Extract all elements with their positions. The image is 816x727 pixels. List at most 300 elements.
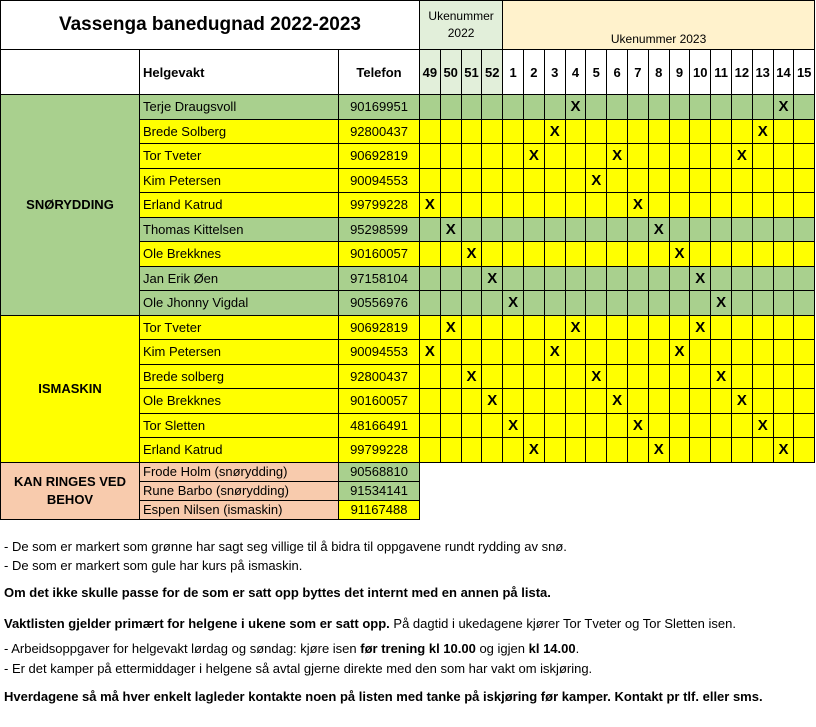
on-call-phone: 91534141 bbox=[339, 482, 420, 501]
week-cell bbox=[670, 438, 691, 463]
week-cell bbox=[794, 365, 815, 390]
duty-mark: X bbox=[774, 438, 795, 463]
week-cell bbox=[524, 316, 545, 341]
week-cell bbox=[753, 340, 774, 365]
row-name: Jan Erik Øen bbox=[140, 267, 339, 292]
week-cell bbox=[607, 120, 628, 145]
week-cell bbox=[774, 242, 795, 267]
section-label-snorydding: SNØRYDDING bbox=[0, 95, 140, 316]
week-cell bbox=[670, 267, 691, 292]
week-cell bbox=[545, 414, 566, 439]
duty-mark: X bbox=[586, 365, 607, 390]
week-cell bbox=[420, 120, 441, 145]
row-name: Ole Brekknes bbox=[140, 242, 339, 267]
week-cell bbox=[711, 340, 732, 365]
week-cell bbox=[732, 193, 753, 218]
week-header-2: 2 bbox=[524, 50, 545, 95]
duty-mark: X bbox=[649, 218, 670, 243]
week-cell bbox=[482, 316, 503, 341]
week-header-10: 10 bbox=[690, 50, 711, 95]
week-cell bbox=[545, 267, 566, 292]
week-cell bbox=[420, 414, 441, 439]
week-cell bbox=[711, 120, 732, 145]
week-cell bbox=[482, 291, 503, 316]
section-label-ismaskin: ISMASKIN bbox=[0, 316, 140, 463]
week-header-11: 11 bbox=[711, 50, 732, 95]
week-cell bbox=[794, 169, 815, 194]
week-cell bbox=[566, 267, 587, 292]
week-cell bbox=[420, 291, 441, 316]
week-cell bbox=[794, 291, 815, 316]
duty-mark: X bbox=[732, 144, 753, 169]
note-task-period: . bbox=[575, 641, 580, 656]
week-cell bbox=[607, 267, 628, 292]
week-cell bbox=[753, 193, 774, 218]
week-cell bbox=[794, 414, 815, 439]
week-cell bbox=[753, 389, 774, 414]
week-cell bbox=[690, 414, 711, 439]
week-header-1: 1 bbox=[503, 50, 524, 95]
week-cell bbox=[649, 340, 670, 365]
duty-mark: X bbox=[462, 365, 483, 390]
row-name: Tor Tveter bbox=[140, 144, 339, 169]
week-cell bbox=[586, 438, 607, 463]
week-cell bbox=[462, 414, 483, 439]
week-cell bbox=[649, 389, 670, 414]
week-cell bbox=[690, 193, 711, 218]
week-cell bbox=[732, 242, 753, 267]
duty-mark: X bbox=[690, 316, 711, 341]
week-cell bbox=[462, 340, 483, 365]
week-cell bbox=[711, 242, 732, 267]
week-cell bbox=[586, 340, 607, 365]
week-cell bbox=[441, 242, 462, 267]
week-cell bbox=[482, 438, 503, 463]
duty-mark: X bbox=[628, 193, 649, 218]
week-cell bbox=[690, 365, 711, 390]
row-phone: 92800437 bbox=[339, 120, 420, 145]
week-cell bbox=[670, 389, 691, 414]
week-header-6: 6 bbox=[607, 50, 628, 95]
duty-mark: X bbox=[482, 389, 503, 414]
week-cell bbox=[753, 242, 774, 267]
week-cell bbox=[545, 193, 566, 218]
duty-mark: X bbox=[566, 95, 587, 120]
row-phone: 95298599 bbox=[339, 218, 420, 243]
week-cell bbox=[441, 120, 462, 145]
week-cell bbox=[524, 95, 545, 120]
duty-mark: X bbox=[711, 291, 732, 316]
week-cell bbox=[732, 316, 753, 341]
week-cell bbox=[649, 267, 670, 292]
duty-mark: X bbox=[670, 242, 691, 267]
week-cell bbox=[482, 193, 503, 218]
note-weekday-contact: Hverdagene så må hver enkelt lagleder kontakte noen på listen med tanke på iskjøring før kamper. Kontakt pr tlf. eller sms. bbox=[4, 689, 763, 704]
duty-mark: X bbox=[607, 144, 628, 169]
week-cell bbox=[732, 438, 753, 463]
week-cell bbox=[420, 365, 441, 390]
header-helgevakt: Helgevakt bbox=[140, 50, 339, 95]
week-cell bbox=[774, 316, 795, 341]
week-cell bbox=[607, 218, 628, 243]
week-cell bbox=[753, 95, 774, 120]
week-cell bbox=[732, 267, 753, 292]
week-cell bbox=[774, 365, 795, 390]
week-cell bbox=[753, 316, 774, 341]
week-cell bbox=[503, 365, 524, 390]
week-cell bbox=[774, 144, 795, 169]
week-cell bbox=[690, 95, 711, 120]
week-cell bbox=[566, 144, 587, 169]
week-cell bbox=[774, 193, 795, 218]
week-cell bbox=[545, 389, 566, 414]
week-cell bbox=[566, 340, 587, 365]
week-cell bbox=[566, 365, 587, 390]
week-cell bbox=[545, 316, 566, 341]
week-cell bbox=[524, 340, 545, 365]
week-cell bbox=[566, 438, 587, 463]
week-cell bbox=[711, 316, 732, 341]
week-cell bbox=[794, 95, 815, 120]
week-header-7: 7 bbox=[628, 50, 649, 95]
week-header-52: 52 bbox=[482, 50, 503, 95]
week-header-4: 4 bbox=[566, 50, 587, 95]
week-header-14: 14 bbox=[774, 50, 795, 95]
week-cell bbox=[566, 389, 587, 414]
week-cell bbox=[732, 120, 753, 145]
week-cell bbox=[441, 193, 462, 218]
week-cell bbox=[420, 438, 441, 463]
week-cell bbox=[607, 365, 628, 390]
week-cell bbox=[462, 218, 483, 243]
week-header-51: 51 bbox=[462, 50, 483, 95]
week-cell bbox=[753, 267, 774, 292]
week-cell bbox=[586, 389, 607, 414]
duty-mark: X bbox=[524, 438, 545, 463]
week-cell bbox=[420, 389, 441, 414]
week-cell bbox=[690, 144, 711, 169]
row-phone: 92800437 bbox=[339, 365, 420, 390]
duty-mark: X bbox=[441, 316, 462, 341]
duty-mark: X bbox=[774, 95, 795, 120]
week-cell bbox=[566, 218, 587, 243]
week-cell bbox=[462, 193, 483, 218]
week-cell bbox=[794, 267, 815, 292]
week-cell bbox=[607, 95, 628, 120]
week-cell bbox=[794, 316, 815, 341]
note-task-time-2: kl 14.00 bbox=[528, 641, 576, 656]
row-phone: 90692819 bbox=[339, 144, 420, 169]
week-cell bbox=[753, 365, 774, 390]
week-cell bbox=[711, 144, 732, 169]
week-cell bbox=[441, 414, 462, 439]
week-cell bbox=[690, 438, 711, 463]
sheet-title: Vassenga banedugnad 2022-2023 bbox=[0, 0, 420, 50]
week-cell bbox=[420, 144, 441, 169]
duty-mark: X bbox=[628, 414, 649, 439]
week-cell bbox=[420, 169, 441, 194]
row-phone: 90169951 bbox=[339, 95, 420, 120]
note-weekend-scope bbox=[4, 616, 736, 631]
week-cell bbox=[462, 389, 483, 414]
week-cell bbox=[503, 316, 524, 341]
week-cell bbox=[753, 438, 774, 463]
week-cell bbox=[545, 291, 566, 316]
week-cell bbox=[586, 242, 607, 267]
week-cell bbox=[711, 218, 732, 243]
week-cell bbox=[670, 365, 691, 390]
week-cell bbox=[462, 267, 483, 292]
note-green-meaning: - De som er markert som grønne har sagt seg villige til å bidra til oppgavene rundt rydding av snø. bbox=[4, 539, 567, 554]
duty-mark: X bbox=[732, 389, 753, 414]
week-cell bbox=[566, 242, 587, 267]
week-cell bbox=[753, 144, 774, 169]
week-cell bbox=[524, 389, 545, 414]
week-cell bbox=[566, 169, 587, 194]
duty-mark: X bbox=[462, 242, 483, 267]
week-cell bbox=[482, 414, 503, 439]
week-cell bbox=[607, 169, 628, 194]
section-label-on-call: KAN RINGES VED BEHOV bbox=[0, 463, 140, 520]
week-cell bbox=[670, 291, 691, 316]
week-cell bbox=[441, 169, 462, 194]
week-cell bbox=[462, 169, 483, 194]
week-cell bbox=[670, 218, 691, 243]
week-cell bbox=[420, 95, 441, 120]
note-weekday-drivers: På dagtid i ukedagene kjører Tor Tveter og Tor Sletten isen. bbox=[389, 616, 736, 631]
week-cell bbox=[441, 95, 462, 120]
week-cell bbox=[524, 267, 545, 292]
note-weekend-scope-bold: Vaktlisten gjelder primært for helgene i ukene som er satt opp. bbox=[4, 616, 390, 631]
week-cell bbox=[545, 169, 566, 194]
week-cell bbox=[649, 169, 670, 194]
week-cell bbox=[711, 95, 732, 120]
row-name: Ole Jhonny Vigdal bbox=[140, 291, 339, 316]
week-cell bbox=[628, 316, 649, 341]
duty-mark: X bbox=[690, 267, 711, 292]
week-cell bbox=[503, 389, 524, 414]
duty-mark: X bbox=[420, 193, 441, 218]
week-cell bbox=[607, 438, 628, 463]
week-cell bbox=[732, 414, 753, 439]
row-name: Ole Brekknes bbox=[140, 389, 339, 414]
week-cell bbox=[566, 291, 587, 316]
row-phone: 90094553 bbox=[339, 169, 420, 194]
week-cell bbox=[420, 218, 441, 243]
week-cell bbox=[482, 144, 503, 169]
week-cell bbox=[503, 95, 524, 120]
week-cell bbox=[649, 291, 670, 316]
week-cell bbox=[794, 340, 815, 365]
on-call-name: Rune Barbo (snørydding) bbox=[140, 482, 339, 501]
row-phone: 48166491 bbox=[339, 414, 420, 439]
week-cell bbox=[420, 316, 441, 341]
week-cell bbox=[690, 291, 711, 316]
week-cell bbox=[482, 218, 503, 243]
week-cell bbox=[566, 120, 587, 145]
week-cell bbox=[503, 218, 524, 243]
week-cell bbox=[732, 95, 753, 120]
week-cell bbox=[690, 389, 711, 414]
week-cell bbox=[794, 242, 815, 267]
week-cell bbox=[607, 242, 628, 267]
week-cell bbox=[566, 414, 587, 439]
week-cell bbox=[607, 316, 628, 341]
row-phone: 90160057 bbox=[339, 389, 420, 414]
note-swap-rule: Om det ikke skulle passe for de som er satt opp byttes det internt med en annen på lista. bbox=[4, 585, 551, 600]
week-cell bbox=[462, 438, 483, 463]
week-cell bbox=[774, 414, 795, 439]
week-cell bbox=[607, 414, 628, 439]
week-cell bbox=[545, 438, 566, 463]
week-cell bbox=[482, 169, 503, 194]
week-cell bbox=[420, 267, 441, 292]
week-cell bbox=[711, 267, 732, 292]
duty-mark: X bbox=[545, 340, 566, 365]
week-cell bbox=[732, 340, 753, 365]
note-afternoon-games: - Er det kamper på ettermiddager i helgene så avtal gjerne direkte med den som har vakt om iskjøring. bbox=[4, 661, 593, 676]
week-cell bbox=[462, 144, 483, 169]
week-cell bbox=[586, 144, 607, 169]
row-phone: 90692819 bbox=[339, 316, 420, 341]
week-cell bbox=[649, 120, 670, 145]
duty-mark: X bbox=[503, 414, 524, 439]
week-cell bbox=[711, 414, 732, 439]
week-cell bbox=[441, 389, 462, 414]
header-telefon: Telefon bbox=[339, 50, 420, 95]
week-cell bbox=[503, 144, 524, 169]
duty-mark: X bbox=[670, 340, 691, 365]
week-cell bbox=[711, 389, 732, 414]
week-cell bbox=[503, 193, 524, 218]
row-name: Brede Solberg bbox=[140, 120, 339, 145]
week-cell bbox=[732, 218, 753, 243]
week-cell bbox=[482, 365, 503, 390]
week-cell bbox=[649, 414, 670, 439]
week-cell bbox=[794, 438, 815, 463]
week-cell bbox=[753, 169, 774, 194]
on-call-phone: 90568810 bbox=[339, 463, 420, 482]
week-cell bbox=[545, 218, 566, 243]
week-cell bbox=[628, 267, 649, 292]
week-cell bbox=[420, 242, 441, 267]
row-phone: 99799228 bbox=[339, 438, 420, 463]
week-cell bbox=[711, 169, 732, 194]
week-group-2023: Ukenummer 2023 bbox=[503, 0, 815, 50]
row-phone: 90160057 bbox=[339, 242, 420, 267]
week-header-13: 13 bbox=[753, 50, 774, 95]
on-call-name: Espen Nilsen (ismaskin) bbox=[140, 501, 339, 520]
week-cell bbox=[524, 242, 545, 267]
week-cell bbox=[586, 291, 607, 316]
week-cell bbox=[774, 120, 795, 145]
week-cell bbox=[545, 242, 566, 267]
row-name: Tor Tveter bbox=[140, 316, 339, 341]
week-cell bbox=[794, 193, 815, 218]
week-cell bbox=[462, 120, 483, 145]
week-cell bbox=[586, 414, 607, 439]
week-cell bbox=[503, 169, 524, 194]
week-cell bbox=[441, 144, 462, 169]
week-cell bbox=[586, 267, 607, 292]
duty-mark: X bbox=[753, 120, 774, 145]
week-cell bbox=[441, 365, 462, 390]
row-name: Erland Katrud bbox=[140, 193, 339, 218]
week-cell bbox=[607, 340, 628, 365]
row-name: Tor Sletten bbox=[140, 414, 339, 439]
week-group-2022: Ukenummer 2022 bbox=[420, 0, 503, 50]
week-cell bbox=[482, 340, 503, 365]
week-cell bbox=[649, 193, 670, 218]
week-cell bbox=[503, 438, 524, 463]
note-task-time-1: før trening kl 10.00 bbox=[360, 641, 476, 656]
row-name: Brede solberg bbox=[140, 365, 339, 390]
note-task-text: - Arbeidsoppgaver for helgevakt lørdag og søndag: kjøre isen bbox=[4, 641, 361, 656]
duty-mark: X bbox=[524, 144, 545, 169]
week-cell bbox=[482, 120, 503, 145]
week-cell bbox=[503, 120, 524, 145]
week-cell bbox=[545, 365, 566, 390]
week-cell bbox=[670, 95, 691, 120]
week-cell bbox=[628, 340, 649, 365]
week-cell bbox=[774, 169, 795, 194]
duty-mark: X bbox=[753, 414, 774, 439]
week-cell bbox=[524, 291, 545, 316]
week-cell bbox=[628, 438, 649, 463]
week-cell bbox=[711, 193, 732, 218]
duty-mark: X bbox=[607, 389, 628, 414]
week-cell bbox=[524, 120, 545, 145]
week-cell bbox=[441, 438, 462, 463]
row-name: Kim Petersen bbox=[140, 169, 339, 194]
week-cell bbox=[649, 242, 670, 267]
row-phone: 90094553 bbox=[339, 340, 420, 365]
duty-mark: X bbox=[503, 291, 524, 316]
week-cell bbox=[794, 218, 815, 243]
week-cell bbox=[607, 291, 628, 316]
week-cell bbox=[794, 120, 815, 145]
week-header-8: 8 bbox=[649, 50, 670, 95]
week-cell bbox=[628, 169, 649, 194]
week-cell bbox=[628, 365, 649, 390]
week-cell bbox=[524, 218, 545, 243]
row-name: Thomas Kittelsen bbox=[140, 218, 339, 243]
week-cell bbox=[586, 218, 607, 243]
row-name: Terje Draugsvoll bbox=[140, 95, 339, 120]
week-cell bbox=[503, 267, 524, 292]
week-header-3: 3 bbox=[545, 50, 566, 95]
row-phone: 90556976 bbox=[339, 291, 420, 316]
week-cell bbox=[628, 218, 649, 243]
duty-mark: X bbox=[482, 267, 503, 292]
duty-mark: X bbox=[649, 438, 670, 463]
week-cell bbox=[628, 291, 649, 316]
week-cell bbox=[670, 316, 691, 341]
week-cell bbox=[462, 95, 483, 120]
week-cell bbox=[628, 95, 649, 120]
week-cell bbox=[670, 414, 691, 439]
duty-mark: X bbox=[711, 365, 732, 390]
week-cell bbox=[628, 242, 649, 267]
week-cell bbox=[690, 169, 711, 194]
week-cell bbox=[649, 95, 670, 120]
week-cell bbox=[670, 144, 691, 169]
week-cell bbox=[649, 316, 670, 341]
week-cell bbox=[482, 242, 503, 267]
week-cell bbox=[524, 193, 545, 218]
row-name: Erland Katrud bbox=[140, 438, 339, 463]
week-header-15: 15 bbox=[794, 50, 815, 95]
